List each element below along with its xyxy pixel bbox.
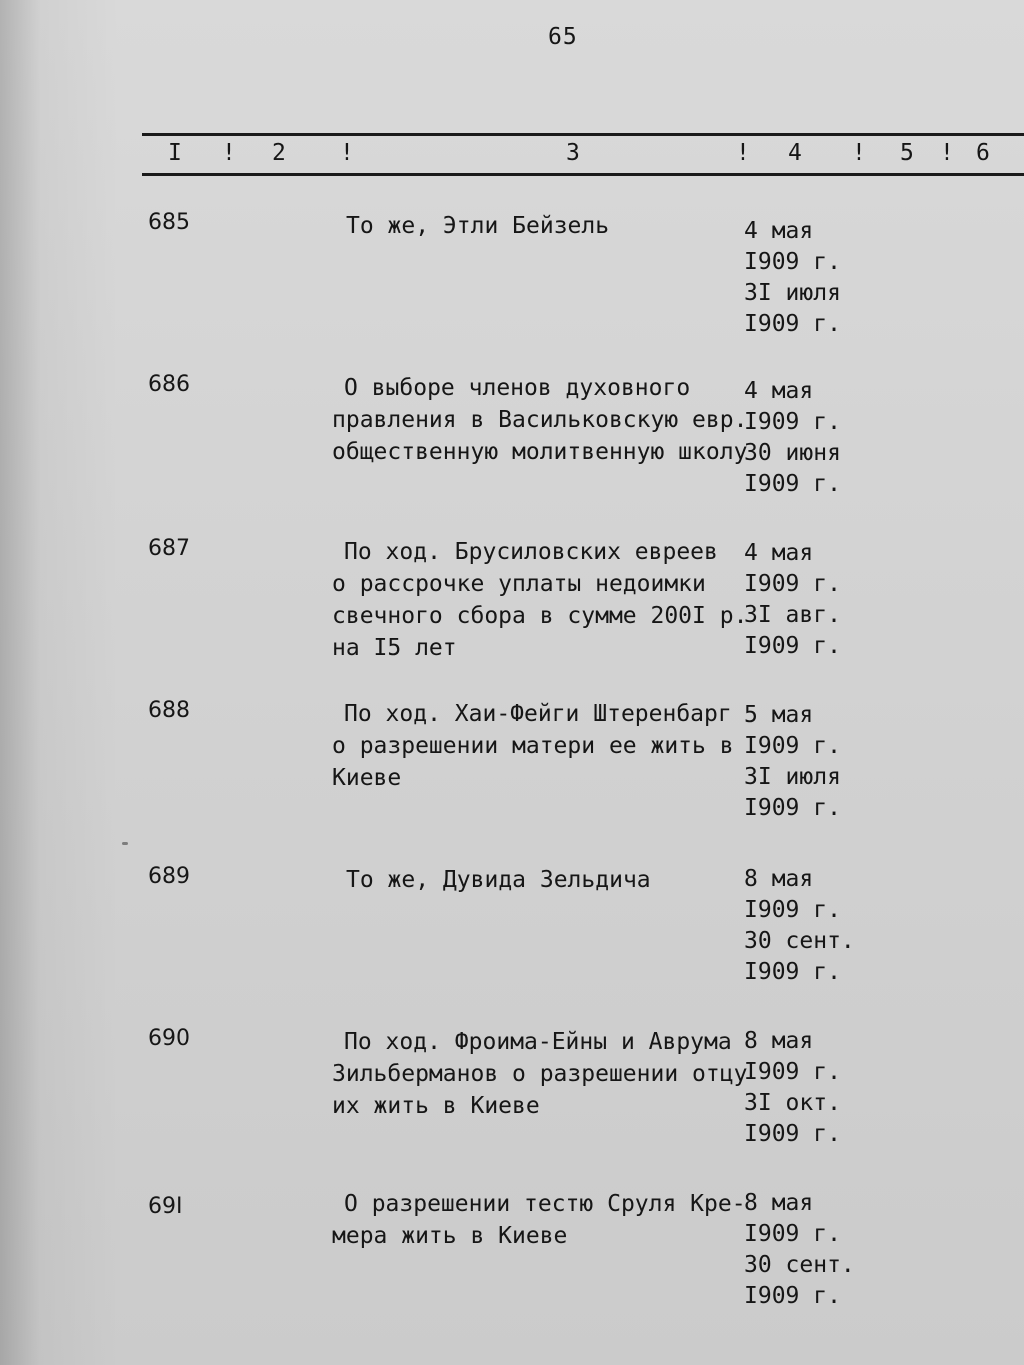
column-header-6: 6 (976, 140, 990, 166)
record-date-line: 8 мая (744, 1028, 814, 1054)
record-title (332, 372, 748, 468)
page-number: 65 (548, 24, 578, 50)
record-title-line: По ход. Хаи-Фейги Штеренбарг (344, 701, 732, 727)
record-date-line: 30 июня (744, 440, 841, 466)
record-date-line: I909 г. (744, 959, 841, 985)
record-title (346, 864, 756, 896)
record-date-line: 4 мая (744, 540, 814, 566)
record-title (332, 698, 742, 794)
record-title-line: мера жить в Киеве (332, 1223, 568, 1249)
record-title (332, 1188, 746, 1252)
column-separator: ! (852, 140, 866, 166)
record-date-line: I909 г. (744, 795, 841, 821)
record-dates (744, 376, 864, 500)
record-date-line: I909 г. (744, 1121, 841, 1147)
column-separator: ! (940, 140, 954, 166)
record-title-line: О выборе членов духовного (344, 375, 691, 401)
record-date-line: I909 г. (744, 311, 841, 337)
record-date-line: 3I авг. (744, 602, 841, 628)
record-date-line: I909 г. (744, 897, 841, 923)
record-date-line: 30 сент. (744, 928, 855, 954)
record-title-line: их жить в Киеве (332, 1093, 540, 1119)
record-date-line: 30 сент. (744, 1252, 855, 1278)
record-title-line: на I5 лет (332, 635, 457, 661)
record-dates (744, 1188, 864, 1312)
record-date-line: 4 мая (744, 218, 814, 244)
record-date-line: 4 мая (744, 378, 814, 404)
record-title-line: о разрешении матери ее жить в (332, 733, 734, 759)
record-date-line: I909 г. (744, 1059, 841, 1085)
record-dates (744, 538, 864, 662)
record-title-line: О разрешении тестю Сруля Кре- (344, 1191, 746, 1217)
record-title-line: о рассрочке уплаты недоимки (332, 571, 706, 597)
record-title-line: общественную молитвенную школу (332, 439, 748, 465)
column-header-3: 3 (566, 140, 580, 166)
record-number: 685 (148, 210, 190, 235)
record-number: 689 (148, 864, 190, 889)
record-date-line: I909 г. (744, 409, 841, 435)
record-date-line: I909 г. (744, 249, 841, 275)
record-number: 690 (148, 1026, 190, 1051)
column-separator: ! (222, 140, 236, 166)
column-header-1: I (168, 140, 182, 166)
record-title (332, 536, 748, 664)
record-title-line: По ход. Брусиловских евреев (344, 539, 718, 565)
column-header-5: 5 (900, 140, 914, 166)
record-title-line: Киеве (332, 765, 402, 791)
record-title (346, 210, 756, 242)
record-date-line: I909 г. (744, 733, 841, 759)
record-dates (744, 216, 864, 340)
record-number: 69I (148, 1194, 183, 1219)
record-title-line: Зильберманов о разрешении отцу (332, 1061, 748, 1087)
record-dates (744, 700, 864, 824)
record-number: 686 (148, 372, 190, 397)
record-date-line: 3I июля (744, 764, 841, 790)
record-date-line: I909 г. (744, 571, 841, 597)
record-dates (744, 1026, 864, 1150)
record-date-line: 8 мая (744, 866, 814, 892)
record-date-line: 5 мая (744, 702, 814, 728)
paper-mark (122, 842, 128, 845)
record-title (332, 1026, 748, 1122)
record-title-line: правления в Васильковскую евр. (332, 407, 748, 433)
record-title-line: По ход. Фроима-Ейны и Аврума (344, 1029, 732, 1055)
record-title-line: То же, Этли Бейзель (346, 213, 610, 239)
column-separator: ! (340, 140, 354, 166)
column-header-4: 4 (788, 140, 802, 166)
column-header-2: 2 (272, 140, 286, 166)
record-dates (744, 864, 864, 988)
record-number: 688 (148, 698, 190, 723)
record-date-line: 3I окт. (744, 1090, 841, 1116)
record-date-line: 3I июля (744, 280, 841, 306)
record-number: 687 (148, 536, 190, 561)
table-top-rule (142, 133, 1024, 136)
record-date-line: I909 г. (744, 633, 841, 659)
table-header-rule (142, 173, 1024, 176)
record-title-line: То же, Дувида Зельдича (346, 867, 651, 893)
record-date-line: I909 г. (744, 1283, 841, 1309)
record-date-line: 8 мая (744, 1190, 814, 1216)
record-title-line: свечного сбора в сумме 200I р. (332, 603, 748, 629)
column-separator: ! (736, 140, 750, 166)
record-date-line: I909 г. (744, 1221, 841, 1247)
record-date-line: I909 г. (744, 471, 841, 497)
